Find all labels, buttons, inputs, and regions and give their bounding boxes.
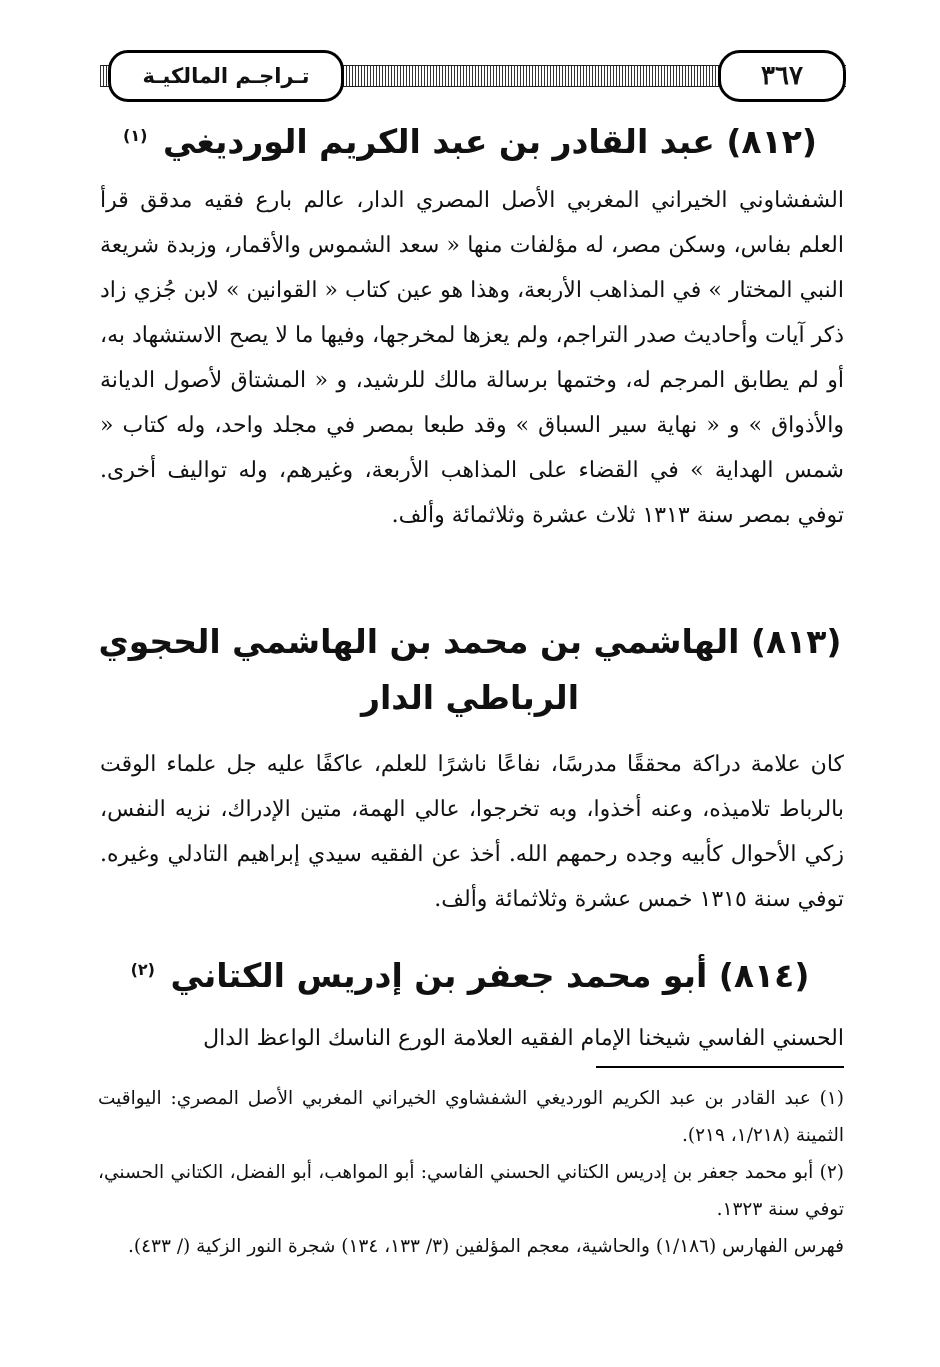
entry-paragraph: الشفشاوني الخيراني المغربي الأصل المصري الدار، عالم بارع فقيه مدقق قرأ العلم بفاس، وسكن مصر، له مؤلفات منها « سعد الشموس والأقمار، وزبدة شريعة النبي المختار » في المذاهب الأربعة، وهذا هو عين كتاب « القوانين » لابن جُزي زاد ذكر آيات وأحاديث صدر التراجم، ولم يعزها لمخرجها، وفيها ما لا يصح الاستشهاد به، أو لم يطابق المرجم له، وختمها برسالة مالك للرشيد، و « المشتاق لأصول الديانة والأذواق » و « نهاية سير السباق » وقد طبعا بمصر في مجلد واحد، وله كتاب « شمس الهداية » في القضاء على المذاهب الأربعة، وغيرهم، وله تواليف أخرى. توفي بمصر سنة ١٣١٣ ثلاث عشرة وثلاثمائة وألف. [100, 188, 844, 528]
entry-heading-812 [96, 108, 844, 170]
footnote-ref: (١) [123, 126, 148, 145]
entry-name: أبو محمد جعفر بن إدريس الكتاني [170, 956, 708, 995]
footnote-2-sources: فهرس الفهارس (١/١٨٦) والحاشية، معجم المؤلفين (٣/ ١٣٣، ١٣٤) شجرة النور الزكية (/ ٤٣٣). [128, 1236, 844, 1257]
entry-heading-814 [96, 942, 844, 1004]
running-title: تـراجـم المالكيـة [108, 50, 344, 102]
entry-paragraph: كان علامة دراكة محققًا مدرسًا، نفاعًا ناشرًا للعلم، عاكفًا عليه جل علماء الوقت بالرباط تلاميذه، وعنه أخذوا، وبه تخرجوا، عالي الهمة، متين الإدراك، نزيه النفس، زكي الأحوال كأبيه وجده رحمهم الله. أخذ عن الفقيه سيدي إبراهيم التادلي وغيره. توفي سنة ١٣١٥ خمس عشرة وثلاثمائة وألف. [100, 752, 844, 912]
entry-body-814 [100, 1016, 844, 1061]
footnote-ref: (٢) [130, 960, 155, 979]
page-header [100, 48, 846, 100]
footnote-separator [596, 1066, 844, 1068]
entry-heading-813 [96, 614, 844, 726]
entry-number: (٨١٣) [750, 622, 842, 661]
entry-name: الهاشمي بن محمد بن الهاشمي الحجوي الرباطي الدار [98, 622, 740, 717]
entry-number: (٨١٤) [718, 956, 810, 995]
page-number: ٣٦٧ [718, 50, 846, 102]
entry-body-812 [100, 178, 844, 538]
footnote-1: (١) عبد القادر بن عبد الكريم الورديغي الشفشاوي الخيراني المغربي الأصل المصري: اليواقيت الثمينة (١/٢١٨، ٢١٩). [98, 1088, 844, 1146]
footnotes [98, 1080, 844, 1265]
entry-number: (٨١٢) [726, 122, 817, 161]
entry-name: عبد القادر بن عبد الكريم الورديغي [162, 122, 715, 161]
footnote-2: (٢) أبو محمد جعفر بن إدريس الكتاني الحسني الفاسي: أبو المواهب، أبو الفضل، الكتاني الحسني، توفي سنة ١٣٢٣. [98, 1162, 844, 1220]
entry-body-813 [100, 742, 844, 922]
entry-paragraph: الحسني الفاسي شيخنا الإمام الفقيه العلامة الورع الناسك الواعظ الدال [203, 1026, 844, 1051]
